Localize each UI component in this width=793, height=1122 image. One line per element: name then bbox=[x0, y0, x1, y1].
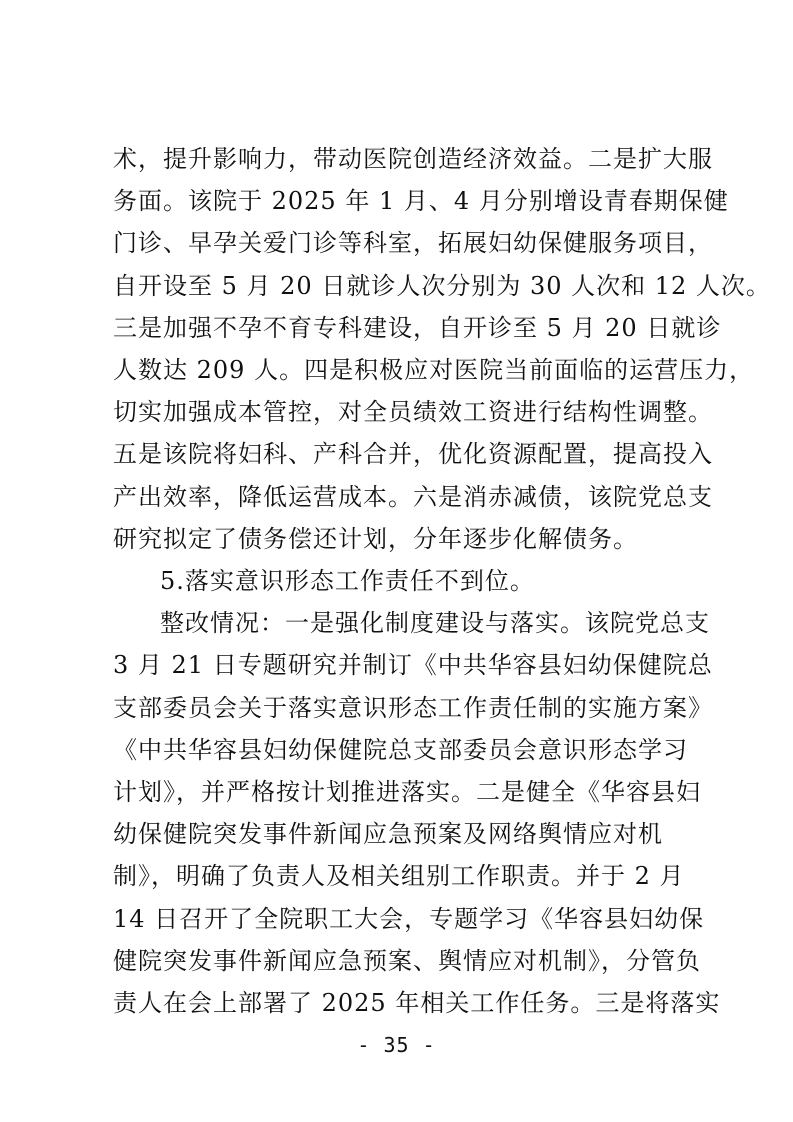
body-text-line: 计划》，并严格按计划推进落实。二是健全《华容县妇 bbox=[113, 778, 701, 806]
body-text-line: 自开设至 5 月 20 日就诊人次分别为 30 人次和 12 人次。 bbox=[113, 272, 771, 300]
body-text-line: 3 月 21 日专题研究并制订《中共华容县妇幼保健院总 bbox=[113, 651, 713, 679]
body-text-line: 门诊、早孕关爱门诊等科室，拓展妇幼保健服务项目， bbox=[113, 229, 713, 257]
body-text-line: 产出效率，降低运营成本。六是消赤减债，该院党总支 bbox=[113, 483, 713, 511]
body-text-line: 务面。该院于 2025 年 1 月、4 月分别增设青春期保健 bbox=[113, 187, 729, 215]
section-heading: 5.落实意识形态工作责任不到位。 bbox=[160, 567, 535, 595]
page-number: - 35 - bbox=[357, 1033, 436, 1057]
body-text-line: 健院突发事件新闻应急预案、舆情应对机制》，分管负 bbox=[113, 947, 701, 975]
body-text-line: 三是加强不孕不育专科建设，自开诊至 5 月 20 日就诊 bbox=[113, 314, 722, 342]
body-text-line: 术，提升影响力，带动医院创造经济效益。二是扩大服 bbox=[113, 145, 713, 173]
body-text-line: 研究拟定了债务偿还计划，分年逐步化解债务。 bbox=[113, 525, 638, 553]
body-text-line: 人数达 209 人。四是积极应对医院当前面临的运营压力， bbox=[113, 356, 755, 384]
body-text-line: 切实加强成本管控，对全员绩效工资进行结构性调整。 bbox=[113, 398, 713, 426]
body-text-line: 支部委员会关于落实意识形态工作责任制的实施方案》 bbox=[113, 694, 713, 722]
body-text-line: 幼保健院突发事件新闻应急预案及网络舆情应对机 bbox=[113, 820, 663, 848]
body-text-line: 五是该院将妇科、产科合并，优化资源配置，提高投入 bbox=[113, 440, 713, 468]
body-text-line: 整改情况：一是强化制度建设与落实。该院党总支 bbox=[160, 609, 710, 637]
body-text-line: 《中共华容县妇幼保健院总支部委员会意识形态学习 bbox=[113, 736, 688, 764]
body-text-line: 责人在会上部署了 2025 年相关工作任务。三是将落实 bbox=[113, 989, 721, 1017]
body-text-line: 14 日召开了全院职工大会，专题学习《华容县妇幼保 bbox=[113, 905, 705, 933]
body-text-line: 制》，明确了负责人及相关组别工作职责。并于 2 月 bbox=[113, 862, 685, 890]
